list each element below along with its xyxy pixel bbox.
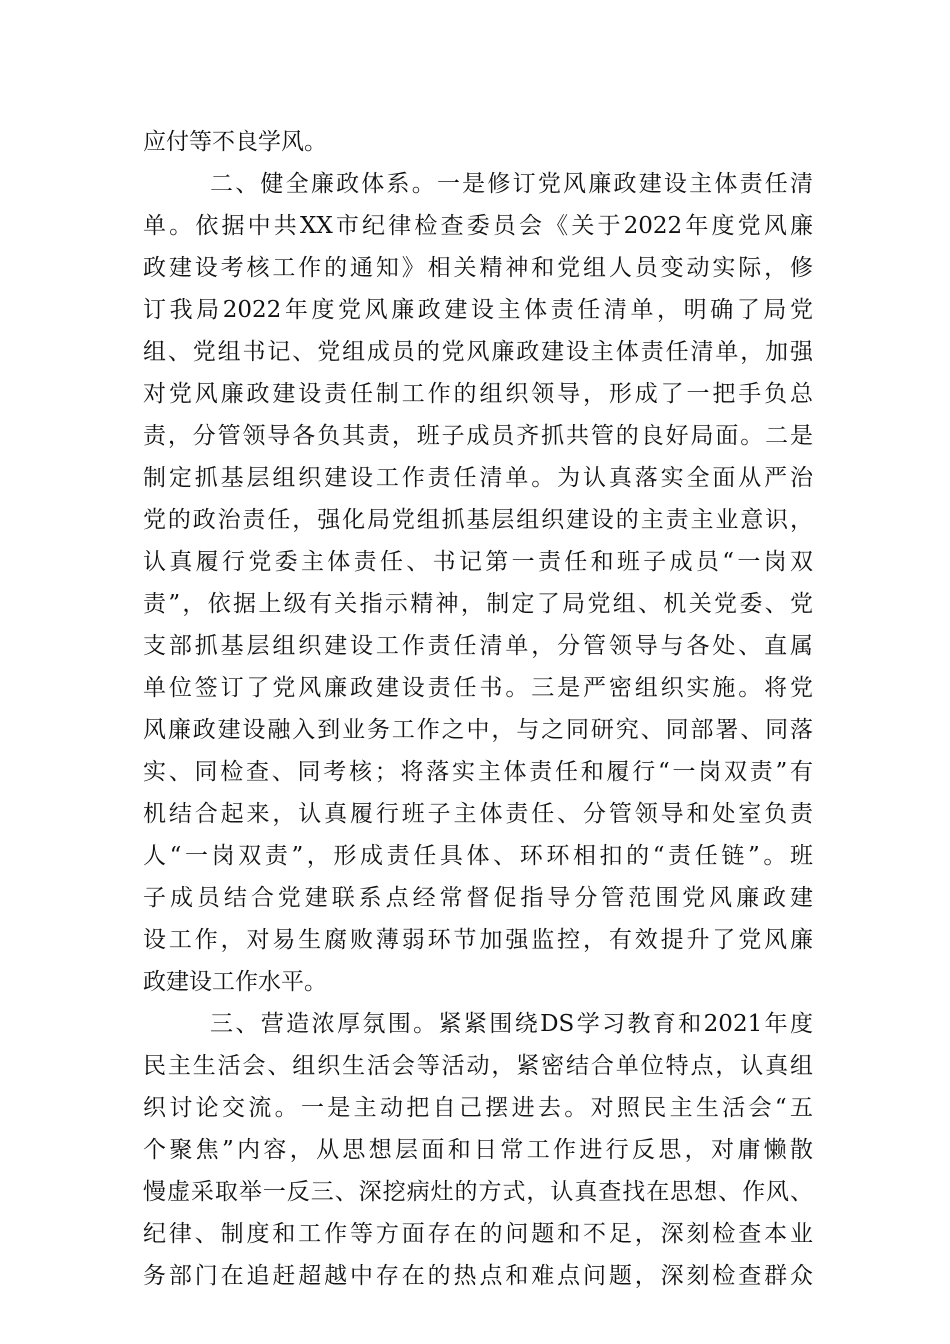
text-line: 慢虚采取举一反三、深挖病灶的方式，认真查找在思想、作风、	[143, 1179, 813, 1205]
text-line: 制定抓基层组织建设工作责任清单。为认真落实全面从严治	[143, 465, 813, 491]
text-line: 子成员结合党建联系点经常督促指导分管范围党风廉政建	[143, 885, 813, 911]
text-line: 组、党组书记、党组成员的党风廉政建设主体责任清单，加强	[143, 339, 813, 365]
text-line: 设工作，对易生腐败薄弱环节加强监控，有效提升了党风廉	[143, 927, 813, 953]
text-line: 二、健全廉政体系。一是修订党风廉政建设主体责任清	[210, 171, 813, 197]
text-line: 党的政治责任，强化局党组抓基层组织建设的主责主业意识，	[143, 507, 813, 533]
text-line: 单。依据中共XX市纪律检查委员会《关于2022年度党风廉	[143, 213, 813, 239]
text-line: 风廉政建设融入到业务工作之中，与之同研究、同部署、同落	[143, 717, 813, 743]
text-line: 机结合起来，认真履行班子主体责任、分管领导和处室负责	[143, 801, 813, 827]
text-line: 认真履行党委主体责任、书记第一责任和班子成员“一岗双	[143, 549, 813, 575]
text-line: 务部门在追赶超越中存在的热点和难点问题，深刻检查群众	[143, 1263, 813, 1289]
text-line: 实、同检查、同考核；将落实主体责任和履行“一岗双责”有	[143, 759, 813, 785]
text-line: 单位签订了党风廉政建设责任书。三是严密组织实施。将党	[143, 675, 813, 701]
text-line: 订我局2022年度党风廉政建设主体责任清单，明确了局党	[143, 297, 813, 323]
text-line: 民主生活会、组织生活会等活动，紧密结合单位特点，认真组	[143, 1053, 813, 1079]
text-line: 应付等不良学风。	[143, 129, 327, 155]
text-line: 支部抓基层组织建设工作责任清单，分管领导与各处、直属	[143, 633, 813, 659]
text-line: 人“一岗双责”，形成责任具体、环环相扣的“责任链”。班	[143, 843, 813, 869]
text-line: 责”，依据上级有关指示精神，制定了局党组、机关党委、党	[143, 591, 813, 617]
text-line: 政建设考核工作的通知》相关精神和党组人员变动实际，修	[143, 255, 813, 281]
text-line: 个聚焦”内容，从思想层面和日常工作进行反思，对庸懒散	[143, 1137, 813, 1163]
text-line: 对党风廉政建设责任制工作的组织领导，形成了一把手负总	[143, 381, 813, 407]
text-line: 织讨论交流。一是主动把自己摆进去。对照民主生活会“五	[143, 1095, 813, 1121]
text-line: 纪律、制度和工作等方面存在的问题和不足，深刻检查本业	[143, 1221, 813, 1247]
text-line: 责，分管领导各负其责，班子成员齐抓共管的良好局面。二是	[143, 423, 813, 449]
text-line: 政建设工作水平。	[143, 969, 327, 995]
text-line: 三、营造浓厚氛围。紧紧围绕DS学习教育和2021年度	[210, 1011, 813, 1037]
